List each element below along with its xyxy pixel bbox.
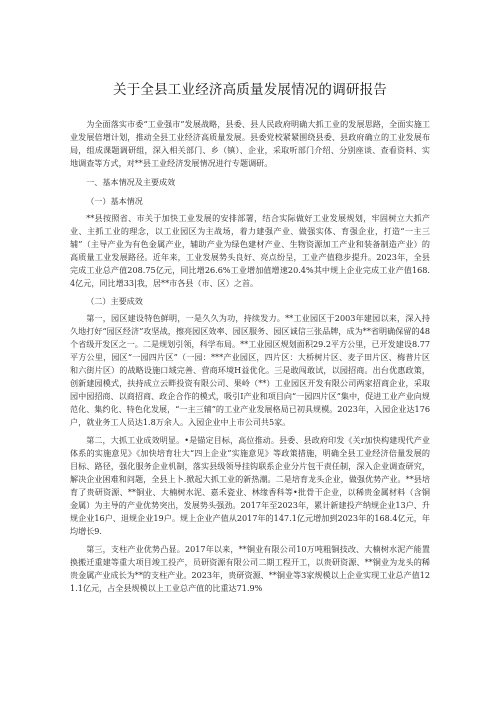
results-paragraph-2: 第二，大抓工业成效明显。•是锚定目标，高位推动。县委、县政府印发《关r加快构建现代产业体系的实施意见》《加快培育壮大“四上企业”实施意见》等政策措施，明确全县工业经济倍量发展的目标、路径，强化服务企业机制，落实县级领导挂钩联系企业分片包干责任制，深入企业调查研究，解决企业困难和问题，全县上卜.掀起大抓工业的新热潮。二是培育龙头企业，做强优势产业。**县培育了贵研资源、**铜业、大楠树水泥、嘉禾瓷业、林缘香科等•批骨干企业，以稀贵金属材料（含铜金属）为主导的产业优势突出，发展势头强劲。2017年至2023年，累计新建投产纳规企业13户、升规企业16户、退规企业19户。规上企业产值从2017年的147.1亿元增加到2023年的168.4亿元，年均增长9. (70, 435, 430, 536)
intro-paragraph: 为全面落实市委“工业强市”发展战略，县委、县人民政府明确大抓工业的发展思路，全面实施工业发展倍增计划，推动全县工业经济高质量发展。县委党校紧紧围绕县委、县政府确立的工业发展布局，组成课题调研组，深入相关部门、乡（镇）、企业，采取听部门介绍、分别座谈、查看资料、实地调查等方式，对**县工业经济发展情况进行专题调研。 (70, 119, 430, 168)
section-heading-basic: 一、基本情况及主要成效 (86, 177, 176, 187)
results-paragraph-3: 第三，支柱产业优势凸显。2017年以来，**铜业有限公司10万吨粗铜技改、大楠树水泥产能置换搬迁重建等重大项目竣工投产，员研资源有限公司二期工程开工，以贵研资源、**铜业为龙头的稀贵金属产业成长为**的支柱产业。2023年，贵研资源、**铜业等3家规模以上企业实现工业总产值121.1亿元，占全县规模以上工业总产值的比重达71.9% (70, 544, 430, 593)
results-paragraph-1: 第一，园区建设特色鲜明，一是久久为功，持续发力。**工业园区于2003年建园以来，深入持久地打好“园区经济”攻坚战，擦亮园区效率、园区服务、园区诚信三张品牌，成为**省明确保留的48个省级开发区之一。二是规划引领，科学布局。**工业园区规划面积29.2平方公里，已开发建设8.77平方公里，园区“一园四片区”（一园：***产业园区，四片区：大桥树片区、麦子田片区、梅普片区和六街片区）的战略设施口域完善、营商环境H益优化。三是敢闯敢试，以园招商。出台优惠政策，创新建园模式，扶持成立云畔投资有限公司、果岭（**）工业园区开发有限公司两家招商企业，采取园中园招商、以商招商、政企合作的模式，吸引I产业和项目向“一园四片区”集中，促进工业产业向规范化、集约化、特色化发展，“一主三辅”的工业产业发展格局已初具规模。2023年，入园企业达176户，就业务工人员达1.8万余人。入园企业中上市公司共5家。 (70, 313, 430, 427)
subheading-main-results: （二）主要成效 (86, 296, 143, 306)
subheading-basic-situation: （一）基本情况 (86, 196, 143, 206)
basic-situation-paragraph: **县按照省、市关于加快工业发展的安排部署，结合实际做好工业发展规划，牢固树立大抓产业、主抓工业的理念，以工业园区为主战场，着力建强产业、做强实体、育强企业，打造“一主三辅”（主导产业为有色金属产业，辅助产业为绿色建材产业、生物资源加工产业和装备制造产业）的高质量工业发展路径。近年来，工业发展势头良好、亮点纷呈，工业产值稳步提升。2023年，全县完成工业总产值208.75亿元，同比增26.6%工业增加值增速20.4%其中规上企业完成工业产值168.4亿元，同比增33|我，居**市各县（市、区）之首。 (70, 213, 430, 288)
document-title: 关于全县工业经济高质量发展情况的调研报告 (113, 82, 387, 98)
